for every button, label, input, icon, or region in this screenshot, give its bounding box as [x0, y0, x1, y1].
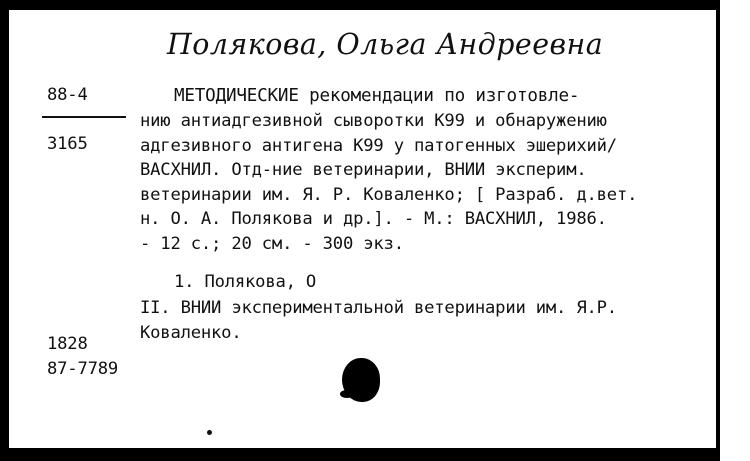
tracing-line-3: Коваленко. [140, 323, 242, 343]
catalog-card [9, 10, 716, 448]
call-number-divider [42, 116, 126, 118]
call-number-second: 3165 [47, 134, 88, 154]
description-line-6: н. О. А. Полякова и др.]. - М.: ВАСХНИЛ, 1986. [140, 209, 607, 229]
description-line-2: нию антиадгезивной сыворотки К99 и обнаружению [140, 111, 607, 131]
call-number-bottom-2: 87-7789 [47, 359, 119, 379]
scan-edge-right [720, 0, 750, 461]
tracing-line-1: 1. Полякова, О [174, 272, 317, 292]
description-line-5: ветеринарии им. Я. Р. Коваленко; [ Разраб. д.вет. [140, 185, 638, 205]
call-number-top: 88-4 [47, 85, 88, 105]
ink-dot [207, 430, 212, 435]
call-number-bottom-1: 1828 [47, 334, 88, 354]
description-line-4: ВАСХНИЛ. Отд-ние ветеринарии, ВНИИ эксперим. [140, 160, 587, 180]
description-line-7: - 12 с.; 20 см. - 300 экз. [140, 234, 404, 254]
tracing-line-2: II. ВНИИ экспериментальной ветеринарии им. Я.Р. [140, 298, 617, 318]
description-line-3: адгезивного антигена К99 у патогенных эшерихий/ [140, 136, 617, 156]
description-line-1: МЕТОДИЧЕСКИЕ рекомендации по изготовле- [174, 86, 580, 106]
handwritten-author-name: Полякова, Ольга Андреевна [167, 27, 604, 61]
ink-blot-tail [340, 390, 354, 398]
